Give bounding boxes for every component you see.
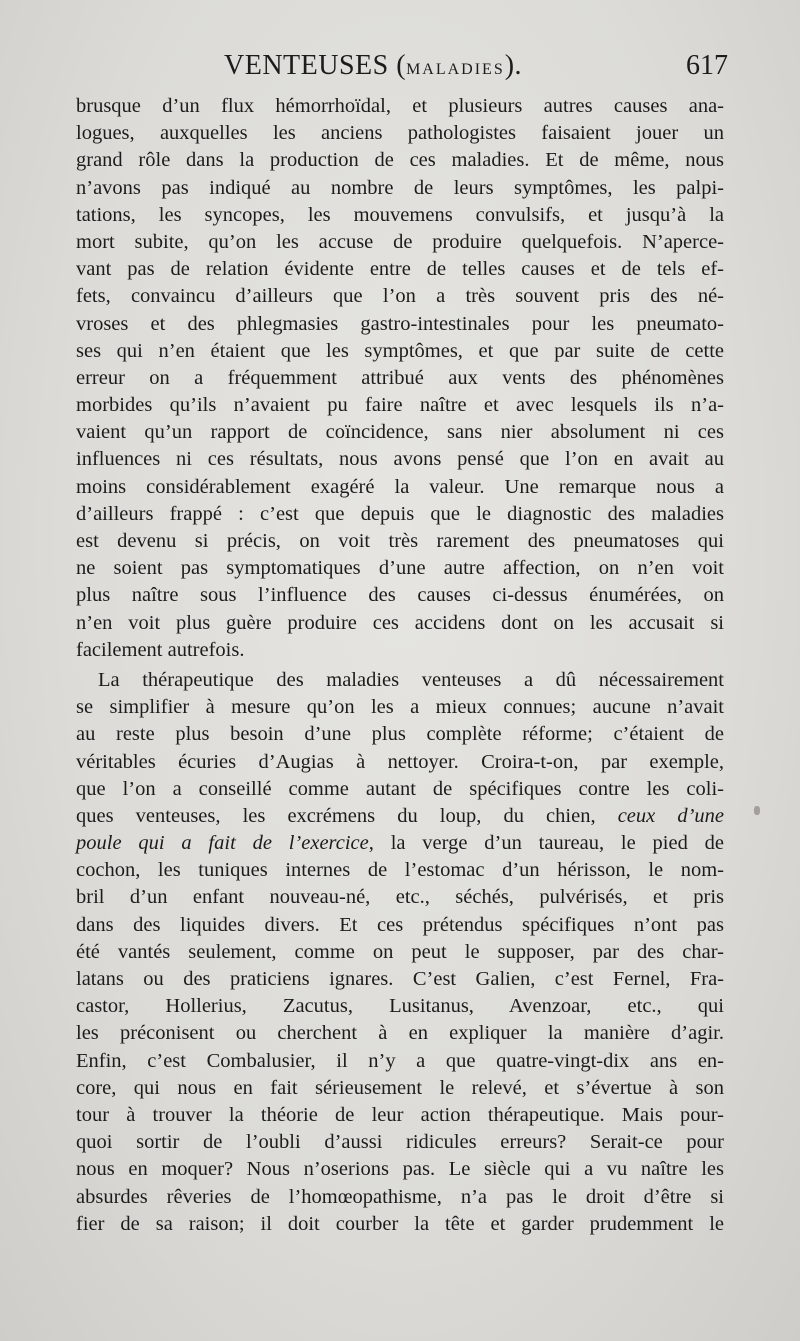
text-line: grand rôle dans la production de ces maladies. Et de même, nous <box>76 149 724 172</box>
text-line: quoi sortir de l’oubli d’aussi ridicules erreurs? Serait-ce pour <box>76 1131 724 1154</box>
paragraph-1 <box>76 93 724 664</box>
text-line-mixed <box>76 803 724 830</box>
body-text <box>76 93 724 1238</box>
text-line: nous en moquer? Nous n’oserions pas. Le siècle qui a vu naître les <box>76 1158 724 1181</box>
text-line: absurdes rêveries de l’homœopathisme, n’a pas le droit d’être si <box>76 1185 724 1208</box>
page-header <box>76 50 728 90</box>
text-line: morbides qu’ils n’avaient pu faire naître et avec lesquels ils n’a- <box>76 394 724 417</box>
text-line: que l’on a conseillé comme autant de spécifiques contre les coli- <box>76 777 724 800</box>
text-line: brusque d’un flux hémorrhoïdal, et plusieurs autres causes ana- <box>76 95 724 117</box>
text-line: véritables écuries d’Augias à nettoyer. Croira-t-on, par exemple, <box>76 750 724 773</box>
italic-fragment: ceux d’une <box>617 804 725 827</box>
text-line: vaient qu’un rapport de coïncidence, sans nier absolument ni ces <box>76 421 724 444</box>
text-fragment: , la verge d’un taureau, le pied de <box>368 832 724 855</box>
text-fragment: ques venteuses, les excrémens du loup, du chien, <box>76 804 596 827</box>
text-line: se simplifier à mesure qu’on les a mieux connues; aucune n’avait <box>76 696 724 719</box>
text-line: bril d’un enfant nouveau-né, etc., séchés, pulvérisés, et pris <box>76 886 724 909</box>
text-line: n’en voit plus guère produire ces accidens dont on les accusait si <box>76 611 724 634</box>
text-line: ne soient pas symptomatiques d’une autre affection, on n’en voit <box>76 557 724 580</box>
page-number: 617 <box>686 50 728 81</box>
text-line: facilement autrefois. <box>76 638 245 661</box>
running-head: VENTEUSES (MALADIES). <box>224 50 523 81</box>
running-head-subtitle: MALADIES <box>406 61 505 78</box>
text-line: ses qui n’en étaient que les symptômes, et que par suite de cette <box>76 339 724 362</box>
text-line: vant pas de relation évidente entre de telles causes et de tels ef- <box>76 258 724 281</box>
text-line: castor, Hollerius, Zacutus, Lusitanus, Avenzoar, etc., qui <box>76 995 724 1018</box>
text-line: est devenu si précis, on voit très rarement des pneumatoses qui <box>76 530 724 552</box>
text-line: cochon, les tuniques internes de l’estomac d’un hérisson, le nom- <box>76 859 724 882</box>
text-line: influences ni ces résultats, nous avons pensé que l’on en avait au <box>76 448 724 471</box>
text-line: au reste plus besoin d’une plus complète réforme; c’étaient de <box>76 723 724 746</box>
running-head-title: VENTEUSES <box>224 50 389 81</box>
paragraph-2 <box>76 667 724 1238</box>
text-line: vroses et des phlegmasies gastro-intestinales pour les pneumato- <box>76 312 724 335</box>
text-line: fier de sa raison; il doit courber la tête et garder prudemment le <box>76 1212 724 1235</box>
text-line: dans des liquides divers. Et ces prétendus spécifiques n’ont pas <box>76 913 724 936</box>
text-line: moins considérablement exagéré la valeur. Une remarque nous a <box>76 475 724 498</box>
text-line: mort subite, qu’on les accuse de produire quelquefois. N’aperce- <box>76 230 724 253</box>
text-line: fets, convaincu d’ailleurs que l’on a très souvent pris des né- <box>76 285 724 308</box>
ink-speck <box>754 806 760 815</box>
text-line: latans ou des praticiens ignares. C’est Galien, c’est Fernel, Fra- <box>76 968 724 990</box>
text-line: plus naître sous l’influence des causes ci-dessus énumérées, on <box>76 584 724 607</box>
text-line-mixed <box>76 830 724 857</box>
italic-fragment: poule qui a fait de l’exercice <box>76 832 369 855</box>
text-line: d’ailleurs frappé : c’est que depuis que le diagnostic des maladies <box>76 502 724 525</box>
text-line: été vantés seulement, comme on peut le supposer, par des char- <box>76 940 724 963</box>
text-line: core, qui nous en fait sérieusement le relevé, et s’évertue à son <box>76 1076 724 1099</box>
text-line: les préconisent ou cherchent à en expliquer la manière d’agir. <box>76 1022 724 1045</box>
text-line: Enfin, c’est Combalusier, il n’y a que quatre-vingt-dix ans en- <box>76 1049 724 1072</box>
text-line: La thérapeutique des maladies venteuses a dû nécessairement <box>98 668 724 691</box>
text-line: tations, les syncopes, les mouvemens convulsifs, et jusqu’à la <box>76 203 724 226</box>
text-line: erreur on a fréquemment attribué aux vents des phénomènes <box>76 366 724 389</box>
text-line: tour à trouver la théorie de leur action thérapeutique. Mais pour- <box>76 1103 724 1126</box>
text-line: logues, auxquelles les anciens pathologistes faisaient jouer un <box>76 122 724 145</box>
text-line: n’avons pas indiqué au nombre de leurs symptômes, les palpi- <box>76 176 724 199</box>
